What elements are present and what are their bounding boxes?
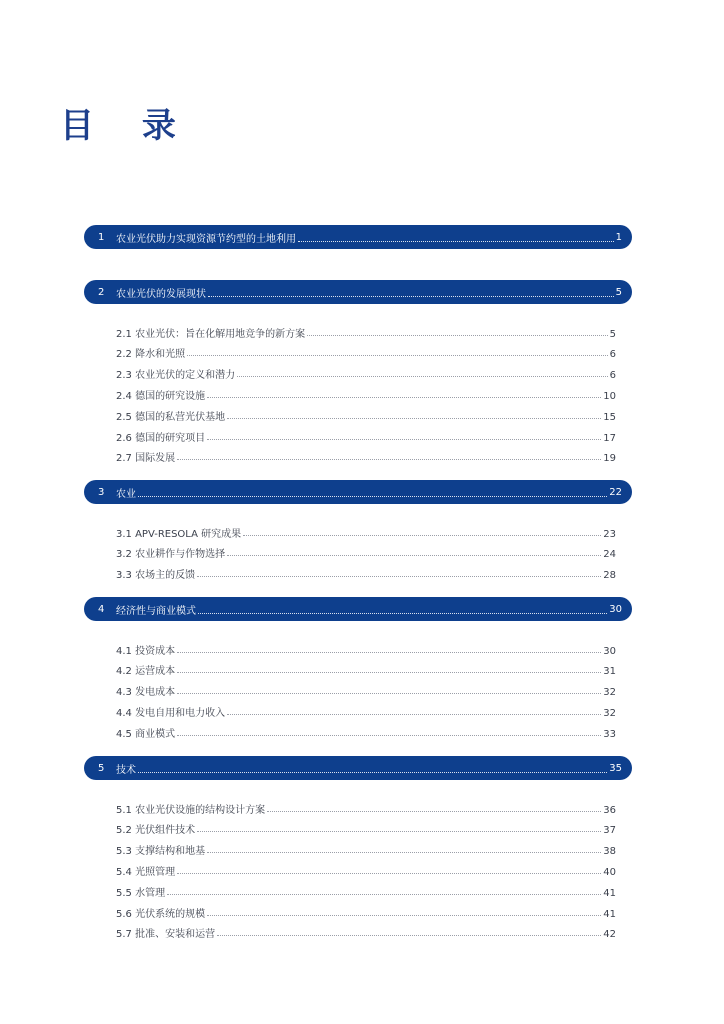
toc-section-item[interactable] xyxy=(116,862,616,878)
section-label: 5.5 水管理 xyxy=(116,887,166,899)
toc-section-item[interactable] xyxy=(116,641,616,657)
chapter-page-number: 5 xyxy=(615,286,622,298)
dot-leader xyxy=(207,912,601,916)
section-page-number: 31 xyxy=(603,666,616,678)
section-entry xyxy=(116,821,616,836)
chapter-label: 农业 xyxy=(116,488,136,500)
toc-section-item[interactable] xyxy=(116,366,616,382)
section-entry xyxy=(116,545,616,560)
dot-leader xyxy=(167,891,601,895)
section-page-number: 23 xyxy=(603,528,616,540)
dot-leader xyxy=(197,573,601,577)
dot-leader xyxy=(267,808,601,812)
toc-section-item[interactable] xyxy=(116,662,616,678)
chapter-page-number: 35 xyxy=(609,762,622,774)
section-label: 4.1 投资成本 xyxy=(116,645,176,657)
section-entry xyxy=(116,801,616,816)
toc-section-item[interactable] xyxy=(116,821,616,837)
section-label: 2.2 降水和光照 xyxy=(116,349,186,361)
section-label: 5.1 农业光伏设施的结构设计方案 xyxy=(116,804,266,816)
dot-leader xyxy=(227,552,601,556)
page-title: 目 录 xyxy=(60,106,194,146)
section-entry xyxy=(116,566,616,581)
toc-section-item[interactable] xyxy=(116,842,616,858)
dot-leader xyxy=(227,415,601,419)
chapter-entry xyxy=(116,485,622,500)
toc-section-item[interactable] xyxy=(116,428,616,444)
dot-leader xyxy=(177,732,601,736)
chapter-number: 5 xyxy=(98,762,105,774)
section-entry xyxy=(116,842,616,857)
toc-section-item[interactable] xyxy=(116,386,616,402)
section-label: 5.7 批准、安装和运营 xyxy=(116,929,216,941)
section-page-number: 10 xyxy=(603,390,616,402)
dot-leader xyxy=(177,649,601,653)
chapter-label: 农业光伏助力实现资源节约型的土地利用 xyxy=(116,233,296,245)
chapter-entry xyxy=(116,761,622,776)
section-page-number: 38 xyxy=(603,846,616,858)
section-entry xyxy=(116,345,616,360)
chapter-page-number: 1 xyxy=(615,231,622,243)
dot-leader xyxy=(207,849,601,853)
chapter-entry xyxy=(116,602,622,617)
section-page-number: 41 xyxy=(603,887,616,899)
section-page-number: 5 xyxy=(609,328,616,340)
toc-section-item[interactable] xyxy=(116,925,616,941)
section-page-number: 37 xyxy=(603,825,616,837)
section-label: 2.6 德国的研究项目 xyxy=(116,432,206,444)
section-entry xyxy=(116,429,616,444)
section-label: 4.2 运营成本 xyxy=(116,666,176,678)
section-page-number: 41 xyxy=(603,908,616,920)
toc-chapter-5[interactable] xyxy=(84,756,632,780)
chapter-label: 技术 xyxy=(116,764,136,776)
dot-leader xyxy=(243,532,601,536)
section-entry xyxy=(116,925,616,940)
toc-chapter-1[interactable] xyxy=(84,225,632,249)
section-page-number: 24 xyxy=(603,549,616,561)
section-entry xyxy=(116,704,616,719)
chapter-entry xyxy=(116,230,622,245)
section-entry xyxy=(116,863,616,878)
dot-leader xyxy=(197,828,601,832)
dot-leader xyxy=(138,769,607,773)
chapter-entry xyxy=(116,285,622,300)
chapter-number: 3 xyxy=(98,486,105,498)
section-entry xyxy=(116,366,616,381)
section-page-number: 28 xyxy=(603,570,616,582)
section-page-number: 33 xyxy=(603,728,616,740)
section-page-number: 6 xyxy=(609,349,616,361)
section-label: 5.6 光伏系统的规模 xyxy=(116,908,206,920)
section-entry xyxy=(116,387,616,402)
chapter-label: 农业光伏的发展现状 xyxy=(116,288,206,300)
chapter-page-number: 30 xyxy=(609,603,622,615)
section-page-number: 6 xyxy=(609,370,616,382)
dot-leader xyxy=(177,669,601,673)
section-label: 5.3 支撑结构和地基 xyxy=(116,846,206,858)
section-page-number: 40 xyxy=(603,866,616,878)
toc-section-item[interactable] xyxy=(116,324,616,340)
section-label: 2.1 农业光伏：旨在化解用地竞争的新方案 xyxy=(116,328,306,340)
dot-leader xyxy=(187,352,608,356)
toc-section-item[interactable] xyxy=(116,449,616,465)
toc-section-item[interactable] xyxy=(116,703,616,719)
chapter-number: 4 xyxy=(98,603,105,615)
dot-leader xyxy=(138,493,607,497)
chapter-label: 经济性与商业模式 xyxy=(116,605,196,617)
section-label: 2.5 德国的私营光伏基地 xyxy=(116,411,226,423)
section-label: 5.4 光照管理 xyxy=(116,866,176,878)
dot-leader xyxy=(207,436,601,440)
section-entry xyxy=(116,449,616,464)
dot-leader xyxy=(177,870,601,874)
toc-section-item[interactable] xyxy=(116,345,616,361)
section-label: 3.1 APV-RESOLA 研究成果 xyxy=(116,528,242,540)
section-page-number: 17 xyxy=(603,432,616,444)
dot-leader xyxy=(227,711,601,715)
dot-leader xyxy=(307,332,608,336)
dot-leader xyxy=(208,293,614,297)
section-entry xyxy=(116,408,616,423)
chapter-number: 2 xyxy=(98,286,105,298)
section-label: 4.3 发电成本 xyxy=(116,687,176,699)
toc-section-item[interactable] xyxy=(116,683,616,699)
chapter-page-number: 22 xyxy=(609,486,622,498)
section-label: 4.4 发电自用和电力收入 xyxy=(116,707,226,719)
section-page-number: 36 xyxy=(603,804,616,816)
section-entry xyxy=(116,884,616,899)
section-page-number: 32 xyxy=(603,687,616,699)
section-entry xyxy=(116,525,616,540)
toc-chapter-2[interactable] xyxy=(84,280,632,304)
toc-chapter-4[interactable] xyxy=(84,597,632,621)
dot-leader xyxy=(207,394,601,398)
section-label: 2.4 德国的研究设施 xyxy=(116,390,206,402)
section-entry xyxy=(116,325,616,340)
toc-section-item[interactable] xyxy=(116,545,616,561)
toc-section-item[interactable] xyxy=(116,524,616,540)
dot-leader xyxy=(217,932,601,936)
toc-section-item[interactable] xyxy=(116,883,616,899)
section-page-number: 19 xyxy=(603,453,616,465)
toc-section-item[interactable] xyxy=(116,800,616,816)
section-entry xyxy=(116,683,616,698)
section-page-number: 30 xyxy=(603,645,616,657)
toc-section-item[interactable] xyxy=(116,407,616,423)
section-entry xyxy=(116,662,616,677)
section-entry xyxy=(116,905,616,920)
dot-leader xyxy=(177,456,601,460)
section-page-number: 42 xyxy=(603,929,616,941)
section-label: 2.3 农业光伏的定义和潜力 xyxy=(116,370,236,382)
toc-section-item[interactable] xyxy=(116,904,616,920)
section-page-number: 32 xyxy=(603,707,616,719)
section-entry xyxy=(116,725,616,740)
dot-leader xyxy=(237,373,608,377)
chapter-number: 1 xyxy=(98,231,105,243)
section-entry xyxy=(116,642,616,657)
toc-section-item[interactable] xyxy=(116,724,616,740)
section-label: 4.5 商业模式 xyxy=(116,728,176,740)
section-label: 5.2 光伏组件技术 xyxy=(116,825,196,837)
dot-leader xyxy=(198,610,607,614)
section-page-number: 15 xyxy=(603,411,616,423)
section-label: 3.2 农业耕作与作物选择 xyxy=(116,549,226,561)
dot-leader xyxy=(298,238,614,242)
dot-leader xyxy=(177,690,601,694)
section-label: 2.7 国际发展 xyxy=(116,453,176,465)
toc-chapter-3[interactable] xyxy=(84,480,632,504)
toc-section-item[interactable] xyxy=(116,566,616,582)
section-label: 3.3 农场主的反馈 xyxy=(116,570,196,582)
